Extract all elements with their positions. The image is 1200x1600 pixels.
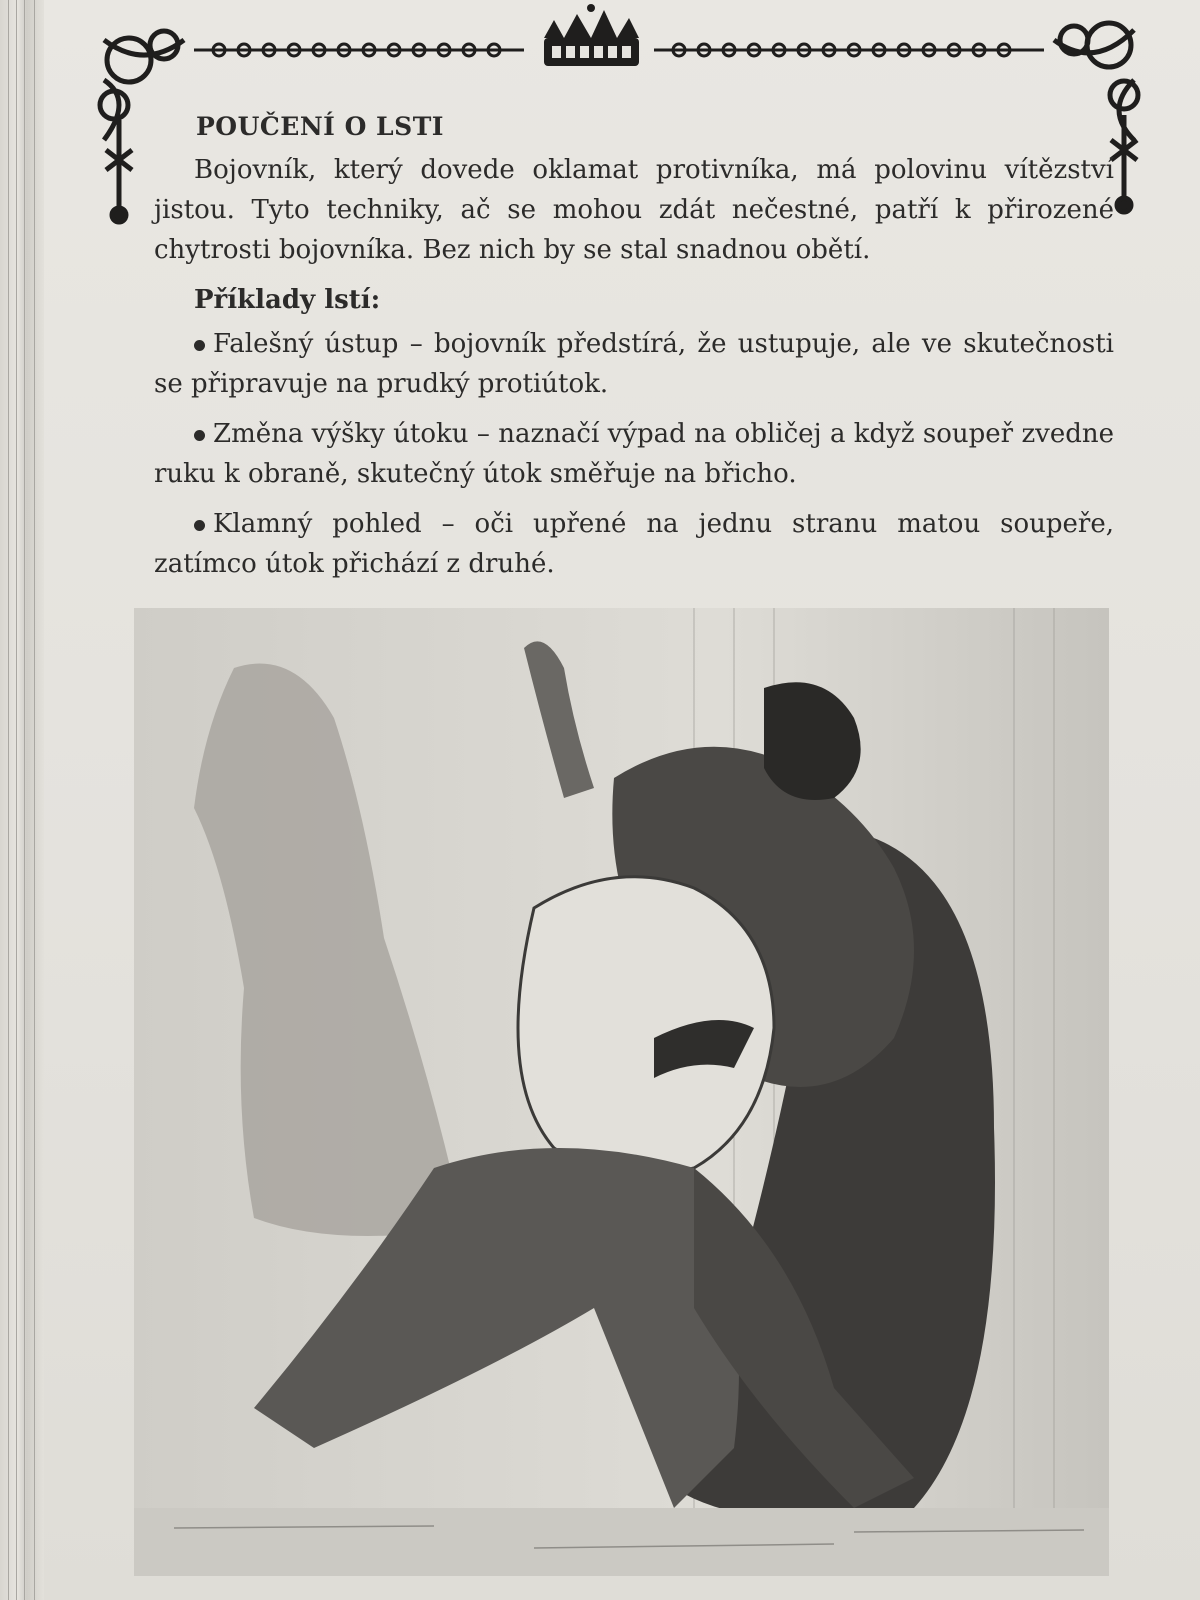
list-item [154,414,1114,494]
examples-heading: Příklady lstí: [194,285,381,315]
chain-border-left [194,44,524,56]
list-item-text: Klamný pohled – oči upřené na jednu stranu matou soupeře, zatímco útok přichází z druhé. [154,509,1114,579]
bullet-icon [194,430,205,441]
engraving-illustration [134,608,1109,1576]
bullet-icon [194,340,205,351]
list-item [154,324,1114,404]
crown-icon [544,4,639,66]
list-item-text: Falešný ústup – bojovník předstírá, že ustupuje, ale ve skutečnosti se připravuje na prudký protiútok. [154,329,1114,399]
page-title: POUČENÍ O LSTI [196,112,444,141]
page-stack-edge [0,0,46,1600]
bullet-icon [194,520,205,531]
list-item [154,504,1114,584]
article-text [154,98,1114,594]
book-page [44,0,1200,1600]
list-item-text: Změna výšky útoku – naznačí výpad na obličej a když soupeř zvedne ruku k obraně, skutečný útok směřuje na břicho. [154,419,1114,489]
chain-border-right [654,44,1044,56]
intro-paragraph: Bojovník, který dovede oklamat protivníka, má polovinu vítězství jistou. Tyto techniky, ač se mohou zdát nečestné, patří k přirozené chytrosti bojovníka. Bez nich by se stal snadnou obětí. [154,155,1114,265]
